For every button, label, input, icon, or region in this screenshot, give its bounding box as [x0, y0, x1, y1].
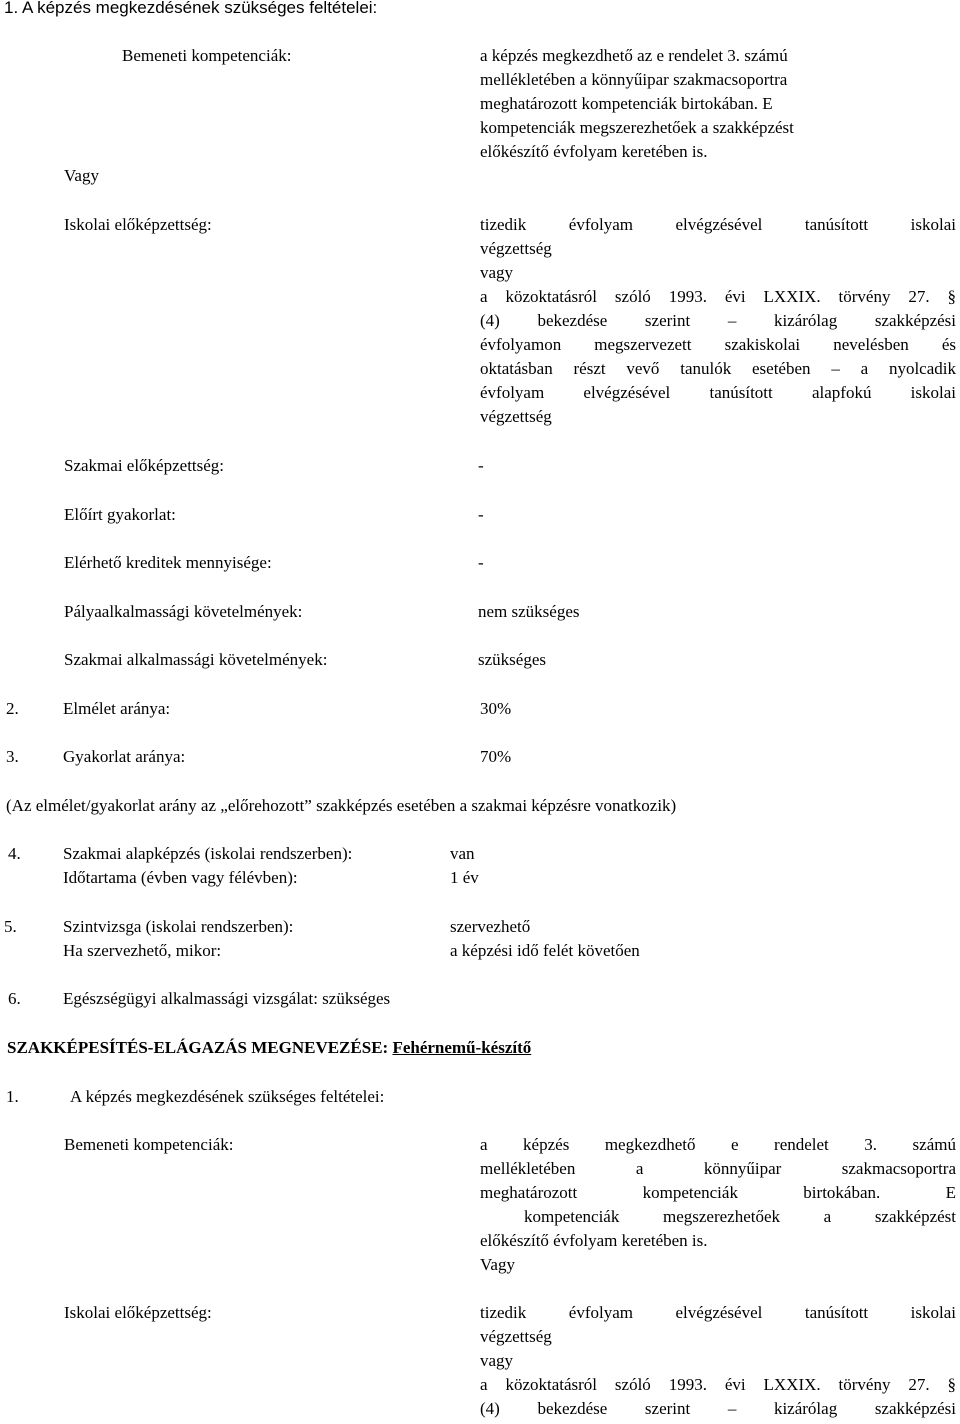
idotartam-label: Időtartama (évben vagy félévben): — [63, 868, 298, 887]
row-value: - — [478, 553, 484, 572]
row-value: nem szükséges — [478, 602, 580, 621]
iskolai-line: oktatásban részt vevő tanulók esetében – a nyolcadik — [480, 359, 956, 378]
iskolai-line: évfolyam elvégzésével tanúsított alapfokú iskolai — [480, 383, 956, 402]
iskolai-line: vagy — [480, 263, 514, 282]
elmelet-value: 30% — [480, 699, 512, 718]
row-value: - — [478, 505, 484, 524]
mikor-label: Ha szervezhető, mikor: — [63, 941, 222, 960]
row-label: Pályaalkalmassági követelmények: — [64, 602, 303, 621]
section-number: 5. — [4, 917, 17, 936]
iskolai-line: a közoktatásról szóló 1993. évi LXXIX. törvény 27. § — [480, 1375, 956, 1394]
szakkepesites-title — [7, 1036, 531, 1060]
row-label: Előírt gyakorlat: — [64, 505, 176, 524]
ratio-note: (Az elmélet/gyakorlat arány az „előrehozott” szakképzés esetében a szakmai képzésre vonatkozik) — [6, 796, 677, 815]
row-label: Szakmai alkalmassági követelmények: — [64, 650, 328, 669]
section-number: 3. — [6, 747, 19, 766]
bemeneti-line: a képzés megkezdhető az e rendelet 3. számú — [480, 46, 788, 65]
bemeneti-line: mellékletében a könnyűipar szakmacsoportra — [480, 70, 788, 89]
bemeneti-line: előkészítő évfolyam keretében is. — [480, 1231, 708, 1250]
mikor-value: a képzési idő felét követően — [450, 941, 640, 960]
bemeneti-label: Bemeneti kompetenciák: — [122, 46, 292, 65]
section-heading-2: A képzés megkezdésének szükséges feltételei: — [70, 1087, 385, 1106]
section-number: 6. — [8, 989, 21, 1008]
title-name: Fehérnemű-készítő — [392, 1038, 532, 1057]
bemeneti-line: kompetenciák megszerezhetőek a szakképzést — [480, 118, 794, 137]
gyakorlat-value: 70% — [480, 747, 512, 766]
bemeneti-line: mellékletében a könnyűipar szakmacsoportra — [480, 1159, 956, 1178]
title-prefix: SZAKKÉPESÍTÉS-ELÁGAZÁS MEGNEVEZÉSE: — [7, 1038, 393, 1057]
row-label: Elérhető kreditek mennyisége: — [64, 553, 272, 572]
iskolai-label: Iskolai előképzettség: — [64, 1303, 212, 1322]
bemeneti-line: meghatározott kompetenciák birtokában. E — [480, 1183, 956, 1202]
iskolai-line: vagy — [480, 1351, 514, 1370]
iskolai-line: a közoktatásról szóló 1993. évi LXXIX. törvény 27. § — [480, 287, 956, 306]
vagy-label: Vagy — [480, 1255, 515, 1274]
alapkepzes-label: Szakmai alapképzés (iskolai rendszerben): — [63, 844, 353, 863]
bemeneti-line: a képzés megkezdhető e rendelet 3. számú — [480, 1135, 956, 1154]
vagy-label: Vagy — [64, 166, 99, 185]
bemeneti-line: előkészítő évfolyam keretében is. — [480, 142, 708, 161]
iskolai-line: végzettség — [480, 407, 552, 426]
idotartam-value: 1 év — [450, 868, 479, 887]
egeszsegugyi-label: Egészségügyi alkalmassági vizsgálat: szükséges — [63, 989, 391, 1008]
iskolai-line: (4) bekezdése szerint – kizárólag szakképzési — [480, 311, 956, 330]
bemeneti-line: meghatározott kompetenciák birtokában. E — [480, 94, 773, 113]
iskolai-line: évfolyamon megszervezett szakiskolai nevelésben és — [480, 335, 956, 354]
bemeneti-label: Bemeneti kompetenciák: — [64, 1135, 234, 1154]
iskolai-line: tizedik évfolyam elvégzésével tanúsított iskolai — [480, 215, 956, 234]
iskolai-line: (4) bekezdése szerint – kizárólag szakképzési — [480, 1399, 956, 1418]
elmelet-label: Elmélet aránya: — [63, 699, 171, 718]
iskolai-line: végzettség — [480, 1327, 552, 1346]
iskolai-label: Iskolai előképzettség: — [64, 215, 212, 234]
section-heading-1: 1. A képzés megkezdésének szükséges feltételei: — [4, 0, 378, 17]
szintvizsga-value: szervezhető — [450, 917, 531, 936]
bemeneti-line: kompetenciák megszerezhetőek a szakképzést — [524, 1207, 956, 1226]
row-label: Szakmai előképzettség: — [64, 456, 225, 475]
iskolai-line: végzettség — [480, 239, 552, 258]
iskolai-line: tizedik évfolyam elvégzésével tanúsított iskolai — [480, 1303, 956, 1322]
section-number: 1. — [6, 1087, 19, 1106]
section-number: 4. — [8, 844, 21, 863]
row-value: - — [478, 456, 484, 475]
row-value: szükséges — [478, 650, 546, 669]
gyakorlat-label: Gyakorlat aránya: — [63, 747, 186, 766]
section-number: 2. — [6, 699, 19, 718]
szintvizsga-label: Szintvizsga (iskolai rendszerben): — [63, 917, 294, 936]
alapkepzes-value: van — [450, 844, 475, 863]
